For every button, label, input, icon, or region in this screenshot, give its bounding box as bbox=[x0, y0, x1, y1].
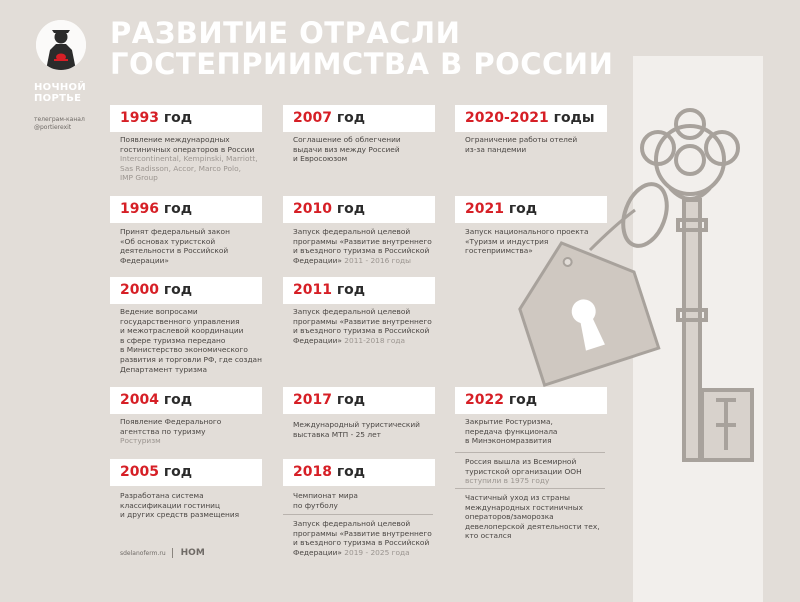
footer-divider bbox=[172, 548, 173, 558]
page-title bbox=[110, 18, 613, 80]
event-text: Запуск федеральной целевой программы «Развитие внутреннего и въездного туризма в Российской Федерации» bbox=[293, 519, 432, 557]
event-text: Россия вышла из Всемирной туристской организации ООН bbox=[465, 457, 582, 476]
event-desc-2020-2021 bbox=[465, 135, 625, 154]
year-suffix: год bbox=[503, 392, 538, 408]
event-text: Международный туристический выставка МТП - 25 лет bbox=[293, 420, 420, 439]
event-text: Чемпионат мира по футболу bbox=[293, 491, 358, 510]
year-number: 2011 bbox=[293, 282, 332, 298]
event-desc-2022-unwto bbox=[465, 457, 625, 486]
event-text: Ведение вопросами государственного управления и межотраслевой координации в сфере туризма передано в Министерство экономического развития и торговли РФ, где создан Департамент туризма bbox=[120, 307, 262, 374]
year-number: 1993 bbox=[120, 110, 159, 126]
event-text: Соглашение об облегчении выдачи виз между Россией и Евросоюзом bbox=[293, 135, 401, 164]
logo-text bbox=[34, 82, 104, 104]
event-text: Частичный уход из страны международных гостиничных операторов/заморозка девелоперской деятельности тех, кто остался bbox=[465, 493, 600, 541]
divider bbox=[455, 488, 605, 489]
year-number: 2017 bbox=[293, 392, 332, 408]
event-text: Запуск федеральной целевой программы «Развитие внутреннего и въездного туризма в Российской Федерации» bbox=[293, 227, 432, 265]
year-number: 2022 bbox=[465, 392, 504, 408]
year-box-2000 bbox=[110, 277, 262, 304]
year-box-2010 bbox=[283, 196, 435, 223]
telegram-label: телеграм-канал bbox=[34, 116, 85, 123]
event-desc-2021 bbox=[465, 227, 625, 256]
event-note: Ростуризм bbox=[120, 436, 161, 446]
year-suffix: год bbox=[503, 201, 538, 217]
year-box-2020-2021 bbox=[455, 105, 607, 132]
year-suffix: год bbox=[158, 464, 193, 480]
event-desc-2007 bbox=[293, 135, 453, 164]
event-text: Запуск федеральной целевой программы «Развитие внутреннего и въездного туризма в Российской Федерации» bbox=[293, 307, 432, 345]
year-suffix: год bbox=[331, 464, 366, 480]
year-box-2018 bbox=[283, 459, 435, 486]
year-box-1993 bbox=[110, 105, 262, 132]
title-line-1: РАЗВИТИЕ ОТРАСЛИ bbox=[110, 16, 461, 50]
title-line-2: ГОСТЕПРИИМСТВА В РОССИИ bbox=[110, 47, 614, 81]
event-desc-2022-operators bbox=[465, 493, 625, 541]
year-number: 2000 bbox=[120, 282, 159, 298]
year-number: 2007 bbox=[293, 110, 332, 126]
doorman-icon bbox=[36, 20, 86, 70]
footer-brand-logo: НОМ bbox=[180, 548, 205, 558]
year-suffix: год bbox=[331, 282, 366, 298]
year-box-2007 bbox=[283, 105, 435, 132]
year-box-2017 bbox=[283, 387, 435, 414]
year-number: 2004 bbox=[120, 392, 159, 408]
event-note: 2019 - 2025 года bbox=[341, 547, 410, 557]
logo-line-2: ПОРТЬЕ bbox=[34, 93, 82, 104]
event-text: Разработана система классификации гостиниц и других средств размещения bbox=[120, 491, 240, 520]
event-note: 2011-2018 года bbox=[341, 335, 405, 345]
year-suffix: год bbox=[158, 282, 193, 298]
year-number: 2020-2021 bbox=[465, 110, 549, 126]
year-number: 2010 bbox=[293, 201, 332, 217]
year-suffix: годы bbox=[548, 110, 595, 126]
event-text: Принят федеральный закон «Об основах туристской деятельности в Российской Федерации» bbox=[120, 227, 230, 265]
footer-site: sdelanoferm.ru bbox=[120, 549, 166, 557]
year-number: 2018 bbox=[293, 464, 332, 480]
event-desc-2017 bbox=[293, 420, 453, 439]
event-desc-2011 bbox=[293, 307, 453, 345]
event-note: 2011 - 2016 годы bbox=[341, 255, 411, 265]
year-box-2021 bbox=[455, 196, 607, 223]
event-text: Появление международных гостиничных операторов в России bbox=[120, 135, 255, 154]
year-box-2022 bbox=[455, 387, 607, 414]
year-box-2005 bbox=[110, 459, 262, 486]
year-number: 1996 bbox=[120, 201, 159, 217]
year-number: 2005 bbox=[120, 464, 159, 480]
event-desc-2010 bbox=[293, 227, 453, 265]
event-text: Ограничение работы отелей из-за пандемии bbox=[465, 135, 578, 154]
event-note: Intercontinental, Kempinski, Marriott, Sas Radisson, Accor, Marco Polo, IMP Group bbox=[120, 154, 258, 183]
event-desc-2022 bbox=[465, 417, 625, 446]
event-desc-1996 bbox=[120, 227, 280, 265]
event-text: Закрытие Ростуризма, передача функционала в Минэкономразвития bbox=[465, 417, 558, 446]
year-number: 2021 bbox=[465, 201, 504, 217]
year-box-2011 bbox=[283, 277, 435, 304]
divider bbox=[283, 514, 433, 515]
event-text: Появление Федерального агентства по туризму bbox=[120, 417, 222, 436]
logo-badge bbox=[36, 20, 86, 70]
event-desc-2000 bbox=[120, 307, 280, 374]
telegram-handle bbox=[34, 116, 114, 132]
logo-line-1: НОЧНОЙ bbox=[34, 82, 86, 93]
year-suffix: год bbox=[158, 392, 193, 408]
year-box-2004 bbox=[110, 387, 262, 414]
year-suffix: год bbox=[331, 392, 366, 408]
year-box-1996 bbox=[110, 196, 262, 223]
year-suffix: год bbox=[158, 110, 193, 126]
year-suffix: год bbox=[331, 201, 366, 217]
footer bbox=[120, 548, 205, 558]
divider bbox=[455, 452, 605, 453]
event-desc-2005 bbox=[120, 491, 280, 520]
telegram-account: @portierexit bbox=[34, 124, 72, 131]
event-note: вступили в 1975 году bbox=[465, 476, 550, 486]
year-suffix: год bbox=[331, 110, 366, 126]
year-suffix: год bbox=[158, 201, 193, 217]
event-desc-2018 bbox=[293, 491, 453, 510]
event-desc-2018-extra bbox=[293, 519, 453, 557]
event-desc-1993 bbox=[120, 135, 280, 183]
event-desc-2004 bbox=[120, 417, 280, 446]
event-text: Запуск национального проекта «Туризм и индустрия гостеприимства» bbox=[465, 227, 589, 256]
